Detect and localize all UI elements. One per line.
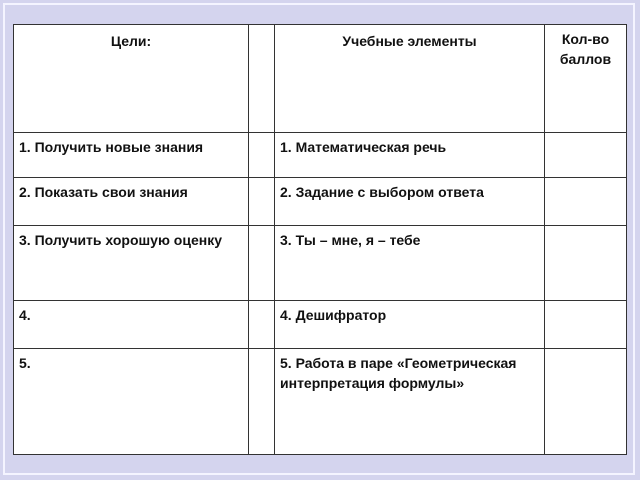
score-cell-1 [545, 133, 627, 178]
element-4: 4. Дешифратор [275, 301, 545, 349]
goal-3: 3. Получить хорошую оценку [14, 226, 249, 301]
score-cell-4 [545, 301, 627, 349]
element-2: 2. Задание с выбором ответа [275, 178, 545, 226]
goal-4: 4. [14, 301, 249, 349]
goal-2: 2. Показать свои знания [14, 178, 249, 226]
score-cell-2 [545, 178, 627, 226]
elements-header: Учебные элементы [275, 25, 545, 133]
element-1: 1. Математическая речь [275, 133, 545, 178]
spacer-cell [249, 301, 275, 349]
lesson-table [13, 24, 627, 455]
goals-header: Цели: [14, 25, 249, 133]
goal-1: 1. Получить новые знания [14, 133, 249, 178]
spacer-cell [249, 25, 275, 133]
spacer-cell [249, 178, 275, 226]
spacer-cell [249, 133, 275, 178]
score-cell-3 [545, 226, 627, 301]
element-5: 5. Работа в паре «Геометрическая интерпретация формулы» [275, 349, 545, 455]
element-3: 3. Ты – мне, я – тебе [275, 226, 545, 301]
score-header: Кол-во баллов [545, 25, 627, 133]
spacer-cell [249, 349, 275, 455]
goal-5: 5. [14, 349, 249, 455]
spacer-cell [249, 226, 275, 301]
score-cell-5 [545, 349, 627, 455]
